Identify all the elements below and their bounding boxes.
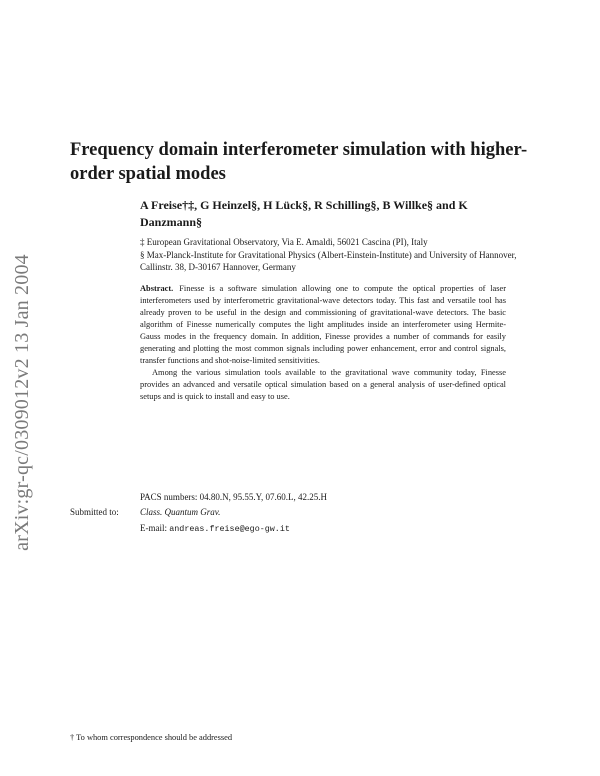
affiliation-aei: § Max-Planck-Institute for Gravitational Physics (Albert-Einstein-Institute) and University of Hannover, Callinstr. 38, D-30167 Hannover, Germany bbox=[140, 249, 517, 272]
author-list: A Freise†‡, G Heinzel§, H Lück§, R Schilling§, B Willke§ and K Danzmann§ bbox=[140, 198, 468, 229]
arxiv-identifier-stamp bbox=[4, 225, 40, 580]
affiliations bbox=[140, 236, 520, 274]
affiliation-ego: ‡ European Gravitational Observatory, Via E. Amaldi, 56021 Cascina (PI), Italy bbox=[140, 237, 428, 247]
arxiv-identifier-text: arXiv:gr-qc/0309012v2 13 Jan 2004 bbox=[10, 254, 33, 551]
abstract-paragraph-2: Among the various simulation tools available to the gravitational wave community today, Finesse provides an advanced and versatile optical simulation based on a general analysis of user-defined optical setups and is quick to install and easy to use. bbox=[140, 368, 506, 401]
email-label: E-mail: bbox=[140, 523, 167, 533]
abstract-text-1: Finesse is a software simulation allowing one to compute the optical properties of laser interferometers used by interferometric gravitational-wave detectors today. This fast and versatile tool has already proven to be useful in the design and commissioning of gravitational-wave detectors. The basic algorithm of Finesse numerically computes the light amplitudes inside an interferometer using Hermite-Gauss modes in the frequency domain. In addition, Finesse provides a number of commands for easily generating and plotting the most common signals including power enhancement, error and control signals, transfer functions and shot-noise-limited sensitivities. bbox=[140, 284, 506, 365]
abstract-paragraph-1 bbox=[140, 283, 506, 367]
contact-email bbox=[140, 523, 500, 534]
abstract-label: Abstract. bbox=[140, 284, 174, 293]
pacs-numbers: PACS numbers: 04.80.N, 95.55.Y, 07.60.L, 42.25.H bbox=[140, 492, 328, 502]
email-address[interactable]: andreas.freise@ego-gw.it bbox=[169, 524, 290, 534]
correspondence-footnote: † To whom correspondence should be addressed bbox=[70, 733, 233, 742]
paper-title: Frequency domain interferometer simulation with higher-order spatial modes bbox=[70, 140, 528, 184]
submitted-label: Submitted to: bbox=[70, 507, 119, 517]
submission-info bbox=[70, 507, 510, 517]
abstract bbox=[140, 283, 506, 403]
journal-name: Class. Quantum Grav. bbox=[140, 507, 221, 517]
